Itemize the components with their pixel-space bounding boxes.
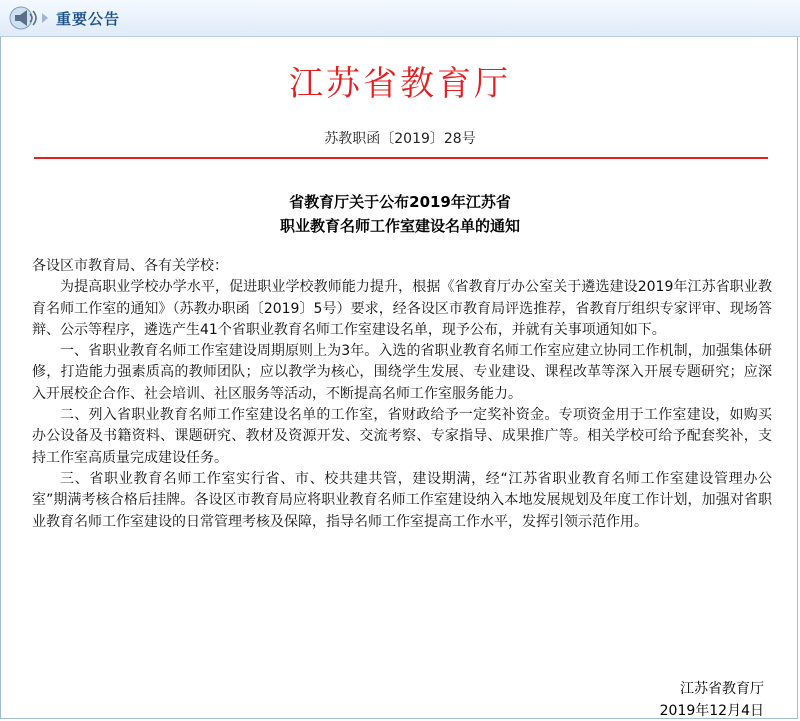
- announcement-header: [0, 0, 800, 37]
- issue-date: 2019年12月4日: [659, 703, 764, 719]
- organization-title: 江苏省教育厅: [289, 64, 511, 104]
- red-divider: [34, 157, 768, 159]
- signature: 江苏省教育厅: [680, 681, 764, 697]
- salutation: 各设区市教育局、各有关学校：: [32, 258, 228, 274]
- notice-title-line-2: 职业教育名师工作室建设名单的通知: [279, 217, 520, 235]
- notice-title: [0, 190, 800, 238]
- paragraph-three: 三、省职业教育名师工作室实行省、市、校共建共管，建设期满，经“江苏省职业教育名师工作室建设管理办公室”期满考核合格后挂牌。各设区市教育局应将职业教育名师工作室建设纳入本地发展规划及年度工作计划，加强对省职业教育名师工作室建设的日常管理考核及保障，指导名师工作室提高工作水平，发挥引领示范作用。: [32, 470, 772, 530]
- announcement-label: 重要公告: [56, 10, 121, 28]
- document-number: 苏教职函〔2019〕28号: [324, 131, 476, 147]
- megaphone-icon: [8, 5, 52, 31]
- notice-body: [32, 256, 772, 533]
- notice-title-line-1: 省教育厅关于公布2019年江苏省: [289, 193, 511, 211]
- paragraph-intro: 为提高职业学校办学水平，促进职业学校教师能力提升，根据《省教育厅办公室关于遴选建设2019年江苏省职业教育名师工作室的通知》（苏教办职函〔2019〕5号）要求，经各设区市教育局评选推荐，省教育厅组织专家评审、现场答辩、公示等程序，遴选产生41个省职业教育名师工作室建设名单，现予公布，并就有关事项通知如下。: [32, 279, 772, 338]
- paragraph-one: 一、省职业教育名师工作室建设周期原则上为3年。入选的省职业教育名师工作室应建立协同工作机制，加强集体研修，打造能力强素质高的教师团队；应以教学为核心，围绕学生发展、专业建设、课程改革等深入开展专题研究；应深入开展校企合作、社会培训、社区服务等活动，不断提高名师工作室服务能力。: [32, 343, 772, 402]
- paragraph-two: 二、列入省职业教育名师工作室建设名单的工作室，省财政给予一定奖补资金。专项资金用于工作室建设，如购买办公设备及书籍资料、课题研究、教材及资源开发、交流考察、专家指导、成果推广等。相关学校可给予配套奖补，支持工作室高质量完成建设任务。: [32, 407, 772, 466]
